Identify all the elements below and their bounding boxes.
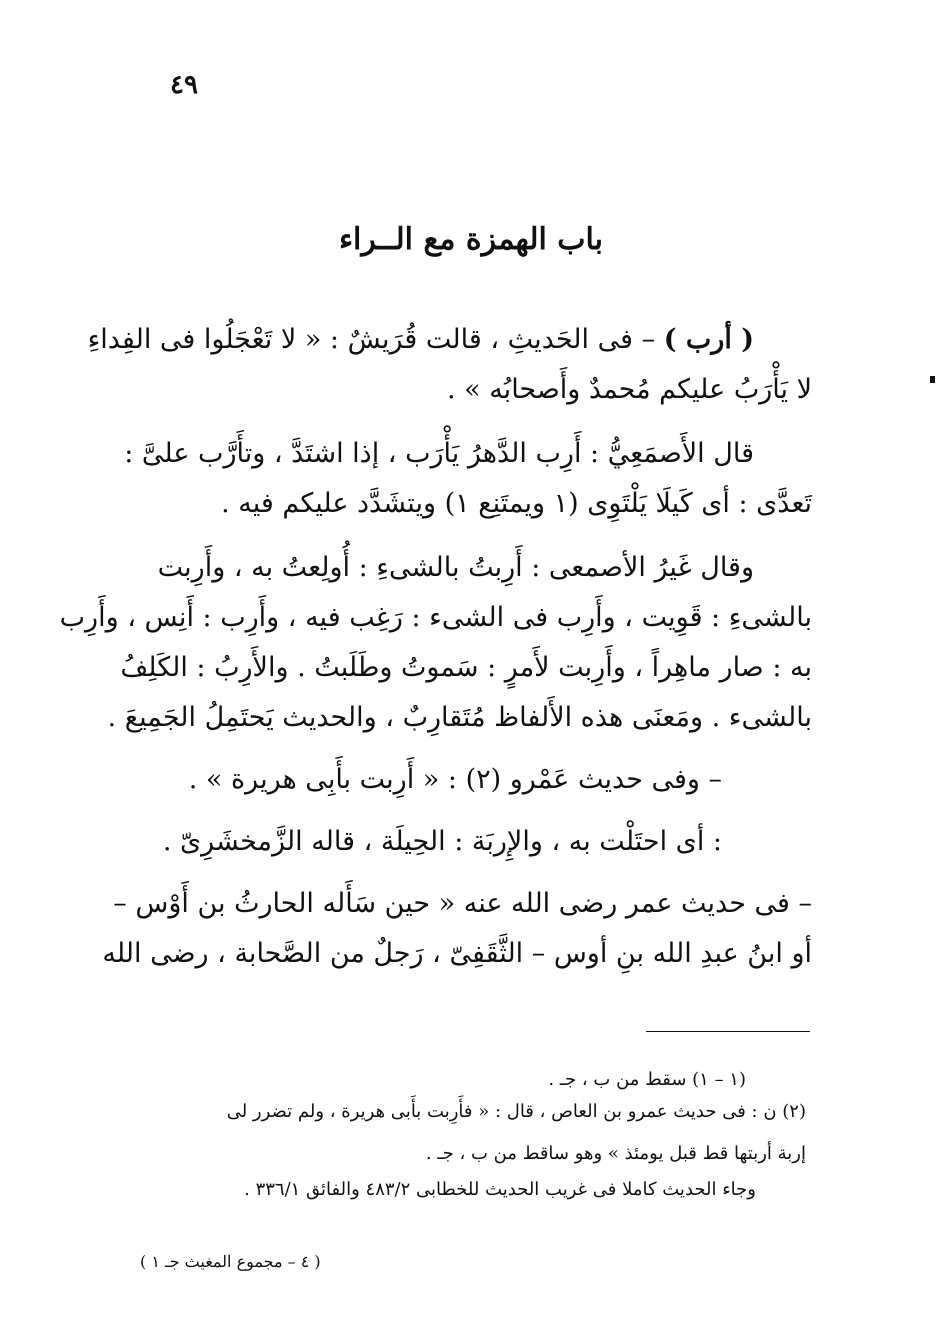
entry-line-9: – وفى حديث عَمْرو (٢) : « أَرِبت بأَبِى هريرة » . bbox=[188, 764, 722, 795]
footnote-2-continued: إربة أربتها قط قبل يومئذ » وهو ساقط من ب ، جـ . bbox=[425, 1143, 806, 1164]
entry-line-10: : أى احتَلْت به ، والإِربَة : الحِيلَة ، قاله الزَّمخشَرِىّ . bbox=[162, 826, 722, 857]
entry-line-11: – فى حديث عمر رضى الله عنه « حين سَأَله الحارثُ بن أَوْس – bbox=[113, 888, 812, 919]
footnote-2: (٢) ن : فى حديث عمرو بن العاص ، قال : « فأَرِبت بأَبى هريرة ، ولم تضرر لى bbox=[226, 1101, 806, 1122]
footnote-separator bbox=[646, 1031, 810, 1032]
page-number: ٤٩ bbox=[170, 70, 198, 100]
signature-mark: ( ٤ – مجموع المغيث جـ ١ ) bbox=[140, 1252, 321, 1271]
entry-line-4: تَعدَّى : أى كَيلَا يَلْتَوِى (١ ويمتَنِع ١) ويتشَدَّد عليكم فيه . bbox=[221, 488, 812, 519]
footnote-1: (١ – ١) سقط من ب ، جـ . bbox=[548, 1069, 746, 1090]
chapter-title: باب الهمزة مع الــراء bbox=[338, 222, 604, 257]
entry-line-5: وقال غَيرُ الأصمعى : أَرِبتُ بالشىءِ : أُولِعتُ به ، وأَرِبت bbox=[157, 552, 754, 583]
footnote-source-note: وجاء الحديث كاملا فى غريب الحديث للخطابى ٤٨٣/٢ والفائق ٣٣٦/١ . bbox=[244, 1179, 756, 1200]
margin-mark bbox=[930, 376, 935, 383]
entry-line-7: به : صار ماهِراً ، وأَرِبت لأَمرٍ : سَموتُ وطَلَبتُ . والأَرِبُ : الكَلِفُ bbox=[120, 652, 812, 683]
entry-line-2: لا يَأْرَبُ عليكم مُحمدٌ وأَصحابُه » . bbox=[446, 374, 812, 405]
entry-line-3: قال الأَصمَعِيُّ : أَرِب الدَّهرُ يَأْرَب ، إذا اشتَدَّ ، وتأَرَّب علىَّ : bbox=[124, 438, 754, 469]
entry-line-12: أو ابنُ عبدِ الله بنِ أوس – الثَّقَفِىّ ، رَجلٌ من الصَّحابة ، رضى الله bbox=[102, 938, 812, 969]
entry-head-term: ( أرب ) bbox=[663, 324, 754, 355]
entry-line-1 bbox=[88, 320, 754, 360]
entry-line-1-text: – فى الحَديثِ ، قالت قُرَيشٌ : « لا تَعْجَلُوا فى الفِداءِ bbox=[87, 324, 664, 355]
entry-line-6: بالشىءِ : قَوِيت ، وأَرِب فى الشىء : رَغِب فيه ، وأَرِب : أَنِس ، وأَرِب bbox=[59, 602, 812, 633]
entry-line-8: بالشىء . ومَعنَى هذه الأَلفاظ مُتَقارِبٌ ، والحديث يَحتَمِلُ الجَمِيعَ . bbox=[107, 702, 812, 733]
